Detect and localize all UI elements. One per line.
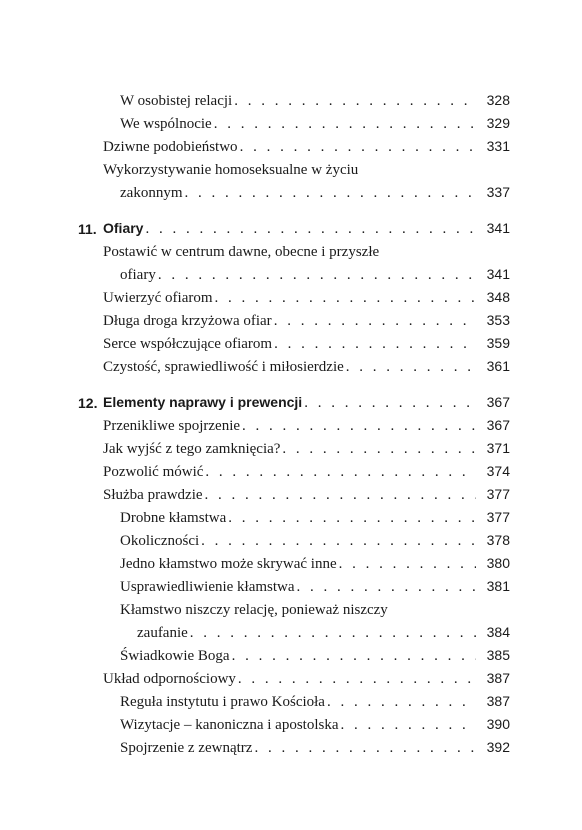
- toc-entry-page: 392: [486, 739, 510, 755]
- toc-entry-title: zakonnym: [120, 185, 183, 201]
- toc-entry-title: Kłamstwo niszczy relację, ponieważ niszczy: [120, 602, 388, 618]
- toc-entry-title: Wizytacje – kanoniczna i apostolska: [120, 717, 339, 733]
- toc-entry-page: 377: [486, 509, 510, 525]
- toc-entry: [0, 485, 582, 507]
- toc-entry-page: 374: [486, 463, 510, 479]
- toc-entry: [0, 265, 582, 287]
- toc-entry: [0, 183, 582, 205]
- toc-entry-page: 341: [486, 266, 510, 282]
- toc-entry-title: Okoliczności: [120, 533, 200, 549]
- toc-entry: [0, 577, 582, 599]
- toc-entry-page: 381: [486, 578, 510, 594]
- toc-entry-title: Reguła instytutu i prawo Kościoła: [120, 694, 325, 710]
- toc-leader-dots: [339, 555, 476, 573]
- toc-entry: [0, 508, 582, 530]
- toc-entry: [0, 439, 582, 461]
- toc-entry: [0, 715, 582, 737]
- toc-entry-page: 331: [486, 138, 510, 154]
- toc-entry-page: 377: [486, 486, 510, 502]
- toc-leader-dots: [297, 578, 476, 596]
- toc-leader-dots: [205, 463, 476, 481]
- toc-entry: [0, 91, 582, 113]
- toc-leader-dots: [145, 220, 476, 238]
- toc-entry-page: 378: [486, 532, 510, 548]
- toc-entry: [0, 334, 582, 356]
- toc-entry-title: Wykorzystywanie homoseksualne w życiu: [103, 162, 359, 178]
- toc-entry-title: Służba prawdzie: [103, 487, 203, 503]
- toc-leader-dots: [254, 739, 476, 757]
- toc-entry: [0, 554, 582, 576]
- toc-leader-dots: [242, 417, 476, 435]
- toc-chapter: [0, 219, 582, 241]
- toc-entry-page: 385: [486, 647, 510, 663]
- toc-entry-page: 380: [486, 555, 510, 571]
- toc-entry-title: Dziwne podobieństwo: [103, 139, 238, 155]
- toc-leader-dots: [240, 138, 476, 156]
- toc-leader-dots: [274, 312, 476, 330]
- toc-entry-title: Długa droga krzyżowa ofiar: [103, 313, 272, 329]
- toc-chapter: [0, 393, 582, 415]
- toc-entry-page: 359: [486, 335, 510, 351]
- toc-entry: [0, 462, 582, 484]
- toc-leader-dots: [304, 394, 476, 412]
- toc-leader-dots: [340, 716, 476, 734]
- toc-leader-dots: [184, 184, 476, 202]
- toc-entry-page: 387: [486, 693, 510, 709]
- toc-entry-page: 367: [486, 417, 510, 433]
- toc-entry-title: zaufanie: [137, 625, 188, 641]
- toc-leader-dots: [205, 486, 476, 504]
- toc-entry-title: Przenikliwe spojrzenie: [103, 418, 241, 434]
- toc-leader-dots: [234, 92, 476, 110]
- toc-leader-dots: [346, 358, 476, 376]
- chapter-title: Elementy naprawy i prewencji: [103, 394, 303, 410]
- toc-entry-page: 329: [486, 115, 510, 131]
- toc-leader-dots: [190, 624, 476, 642]
- toc-entry-title: Pozwolić mówić: [103, 464, 204, 480]
- toc-entry: [0, 137, 582, 159]
- toc-entry-title: Układ odpornościowy: [103, 671, 236, 687]
- toc-entry: [0, 311, 582, 333]
- toc-leader-dots: [215, 289, 476, 307]
- toc-entry-title: Postawić w centrum dawne, obecne i przyszłe: [103, 244, 380, 260]
- toc-entry: [0, 288, 582, 310]
- toc-leader-dots: [238, 670, 476, 688]
- toc-entry: [0, 416, 582, 438]
- toc-entry-page: 337: [486, 184, 510, 200]
- toc-entry-title: ofiary: [120, 267, 156, 283]
- toc-leader-dots: [158, 266, 476, 284]
- toc-entry-wrap-line: [0, 160, 582, 182]
- toc-leader-dots: [228, 509, 476, 527]
- toc-entry-title: Jedno kłamstwo może skrywać inne: [120, 556, 337, 572]
- toc-entry: [0, 646, 582, 668]
- toc-leader-dots: [214, 115, 476, 133]
- toc-entry-page: 341: [486, 220, 510, 236]
- toc-entry-page: 371: [486, 440, 510, 456]
- toc-entry: [0, 738, 582, 760]
- toc-entry-title: Usprawiedliwienie kłamstwa: [120, 579, 295, 595]
- toc-entry-title: Uwierzyć ofiarom: [103, 290, 213, 306]
- toc-entry-title: W osobistej relacji: [120, 93, 233, 109]
- toc-entry-title: Drobne kłamstwa: [120, 510, 227, 526]
- toc-entry: [0, 623, 582, 645]
- toc-entry-page: 390: [486, 716, 510, 732]
- toc-entry: [0, 114, 582, 136]
- toc-entry-title: Świadkowie Boga: [120, 648, 230, 664]
- toc-entry-title: Jak wyjść z tego zamknięcia?: [103, 441, 281, 457]
- toc-entry: [0, 357, 582, 379]
- toc-entry-page: 328: [486, 92, 510, 108]
- chapter-title: Ofiary: [103, 220, 144, 236]
- toc-entry: [0, 669, 582, 691]
- toc-entry-page: 348: [486, 289, 510, 305]
- chapter-number: 12.: [78, 395, 98, 411]
- toc-entry: [0, 692, 582, 714]
- toc-leader-dots: [232, 647, 476, 665]
- toc-entry-page: 353: [486, 312, 510, 328]
- toc-leader-dots: [201, 532, 476, 550]
- toc-leader-dots: [282, 440, 476, 458]
- toc-entry-title: Serce współczujące ofiarom: [103, 336, 273, 352]
- toc-entry-page: 384: [486, 624, 510, 640]
- toc-entry: [0, 531, 582, 553]
- toc-entry-page: 361: [486, 358, 510, 374]
- toc-entry-title: Czystość, sprawiedliwość i miłosierdzie: [103, 359, 344, 375]
- chapter-number: 11.: [78, 221, 97, 237]
- toc-leader-dots: [274, 335, 476, 353]
- toc-entry-title: Spojrzenie z zewnątrz: [120, 740, 253, 756]
- toc-entry-page: 367: [486, 394, 510, 410]
- toc-leader-dots: [327, 693, 476, 711]
- toc-entry-wrap-line: [0, 242, 582, 264]
- toc-entry-title: We wspólnocie: [120, 116, 212, 132]
- toc-entry-page: 387: [486, 670, 510, 686]
- toc-entry-wrap-line: [0, 600, 582, 622]
